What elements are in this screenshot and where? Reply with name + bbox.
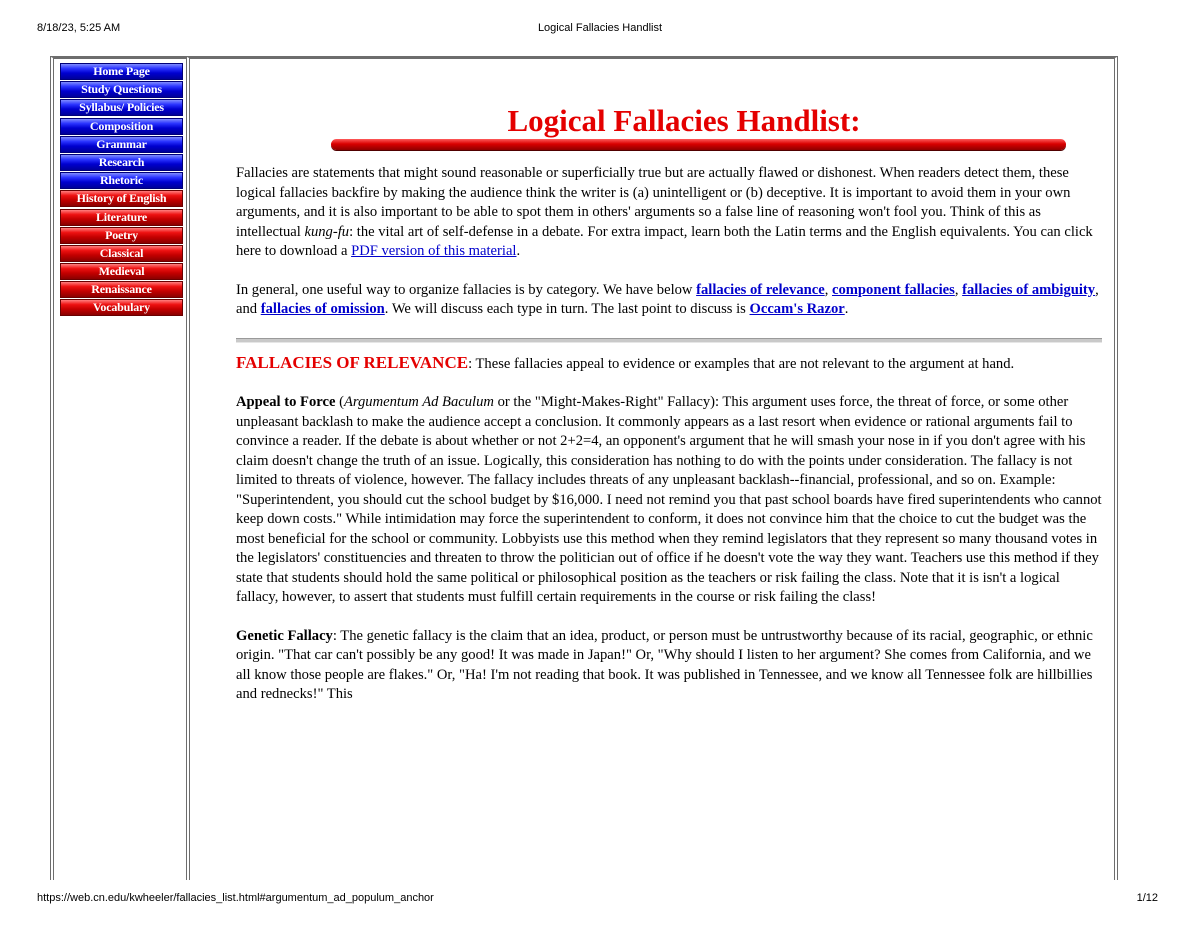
appeal-to-force-paragraph xyxy=(236,393,1102,608)
nav-home-page[interactable]: Home Page xyxy=(60,63,183,80)
sep-2: , xyxy=(954,281,963,298)
appeal-to-force-term: Appeal to Force xyxy=(236,394,336,410)
nav-renaissance[interactable]: Renaissance xyxy=(60,281,183,298)
component-fallacies-link[interactable]: component fallacies xyxy=(832,281,955,298)
organize-text-end: . xyxy=(844,301,849,317)
nav-rhetoric[interactable]: Rhetoric xyxy=(60,172,183,189)
appeal-paren: ( xyxy=(335,394,344,410)
genetic-fallacy-term: Genetic Fallacy xyxy=(236,627,333,644)
fallacies-of-ambiguity-link[interactable]: fallacies of ambiguity xyxy=(962,281,1096,298)
sep-1: , xyxy=(824,281,832,298)
organize-paragraph xyxy=(236,281,1102,320)
section-divider xyxy=(236,338,1102,343)
nav-history-of-english[interactable]: History of English xyxy=(60,190,183,207)
genetic-fallacy-paragraph xyxy=(236,627,1102,705)
fallacies-of-relevance-link[interactable]: fallacies of relevance xyxy=(696,281,825,298)
nav-classical[interactable]: Classical xyxy=(60,245,183,262)
nav-list xyxy=(60,63,183,318)
content xyxy=(236,105,1102,724)
nav-literature[interactable]: Literature xyxy=(60,209,183,226)
print-date: 8/18/23, 5:25 AM xyxy=(37,22,121,34)
kung-fu-term: kung-fu xyxy=(304,223,350,240)
organize-text-a: In general, one useful way to organize fallacies is by category. We have below xyxy=(236,281,697,298)
intro-paragraph xyxy=(236,164,1102,262)
nav-research[interactable]: Research xyxy=(60,154,183,171)
print-footer xyxy=(0,892,1200,908)
print-header xyxy=(0,22,1200,38)
relevance-heading: FALLACIES OF RELEVANCE xyxy=(236,352,469,372)
fallacies-of-omission-link[interactable]: fallacies of omission xyxy=(260,301,385,317)
nav-frame xyxy=(50,56,190,880)
nav-study-questions[interactable]: Study Questions xyxy=(60,81,183,98)
nav-syllabus-policies[interactable]: Syllabus/ Policies xyxy=(60,99,183,116)
nav-medieval[interactable]: Medieval xyxy=(60,263,183,280)
pdf-version-link[interactable]: PDF version of this material xyxy=(351,243,517,259)
relevance-text: : These fallacies appeal to evidence or examples that are not relevant to the argument at hand. xyxy=(468,355,1015,372)
content-frame xyxy=(186,56,1118,880)
title-underline-bar xyxy=(331,139,1066,150)
intro-text-b: : the vital art of self-defense in a debate. For extra impact, learn both the Latin terms and the English equivalents. You can click here to download a xyxy=(236,223,1093,259)
appeal-to-force-text: or the "Might-Makes-Right" Fallacy): This argument uses force, the threat of force, or some other unpleasant backlash to make the audience accept a conclusion. It commonly appears as a last resort when evidence or rational arguments fail to convince a reader. If the debate is about whether or not 2+2=4, an opponent's argument that he will smash your nose in if you don't agree with his claim doesn't change the truth of an issue. Logically, this consideration has nothing to do with the points under consideration. The fallacy is not limited to threats of violence, however. The fallacy includes threats of any unpleasant backlash--financial, professional, and so on. Example: "Superintendent, you should cut the school budget by $16,000. I need not remind you that past school boards have fired superintendents who cannot keep down costs." While intimidation may force the superintendent to conform, it does not convince him that the choice to cut the budget was the most beneficial for the school or community. Lobbyists use this method when they remind legislators that they represent so many thousand votes in the legislators' constituencies and threaten to throw the politician out of office if he doesn't vote the way they want. Teachers use this method if they state that students should hold the same political or philosophical position as the teachers or risk failing the class. Note that it is isn't a logical fallacy, however, to assert that students must fulfill certain requirements in the course or risk failing the class! xyxy=(236,394,1102,605)
print-page-number: 1/12 xyxy=(1136,892,1158,904)
page-title: Logical Fallacies Handlist: xyxy=(507,103,861,138)
intro-text-a: Fallacies are statements that might sound reasonable or superficially true but are actually flawed or dishonest. When readers detect them, these logical fallacies backfire by making the audience think the writer is (a) unintelligent or (b) deceptive. It is important to avoid them in your own arguments, and it is also important to be able to spot them in others' arguments so a false line of reasoning won't fool you. Think of this as intellectual xyxy=(236,165,1071,240)
print-title: Logical Fallacies Handlist xyxy=(537,22,663,34)
appeal-latin-term: Argumentum Ad Baculum xyxy=(343,394,494,410)
organize-text-b: . We will discuss each type in turn. The last point to discuss is xyxy=(384,301,750,317)
occams-razor-link[interactable]: Occam's Razor xyxy=(749,301,845,317)
relevance-paragraph xyxy=(236,353,1102,375)
nav-grammar[interactable]: Grammar xyxy=(60,136,183,153)
sep-3: , and xyxy=(236,281,1099,317)
print-url: https://web.cn.edu/kwheeler/fallacies_list.html#argumentum_ad_populum_anchor xyxy=(37,892,434,904)
nav-composition[interactable]: Composition xyxy=(60,118,183,135)
intro-text-end: . xyxy=(516,243,521,259)
genetic-fallacy-text: : The genetic fallacy is the claim that an idea, product, or person must be untrustworthy because of its racial, geographic, or ethnic origin. "That car can't possibly be any good! It was made in Japan!" Or, "Why should I listen to her argument? She comes from California, and we all know those people are flakes." Or, "Ha! I'm not reading that book. It was published in Tennessee, and we know all Tennessee folk are hillbillies and rednecks!" This xyxy=(236,627,1093,702)
nav-poetry[interactable]: Poetry xyxy=(60,227,183,244)
nav-vocabulary[interactable]: Vocabulary xyxy=(60,299,183,316)
